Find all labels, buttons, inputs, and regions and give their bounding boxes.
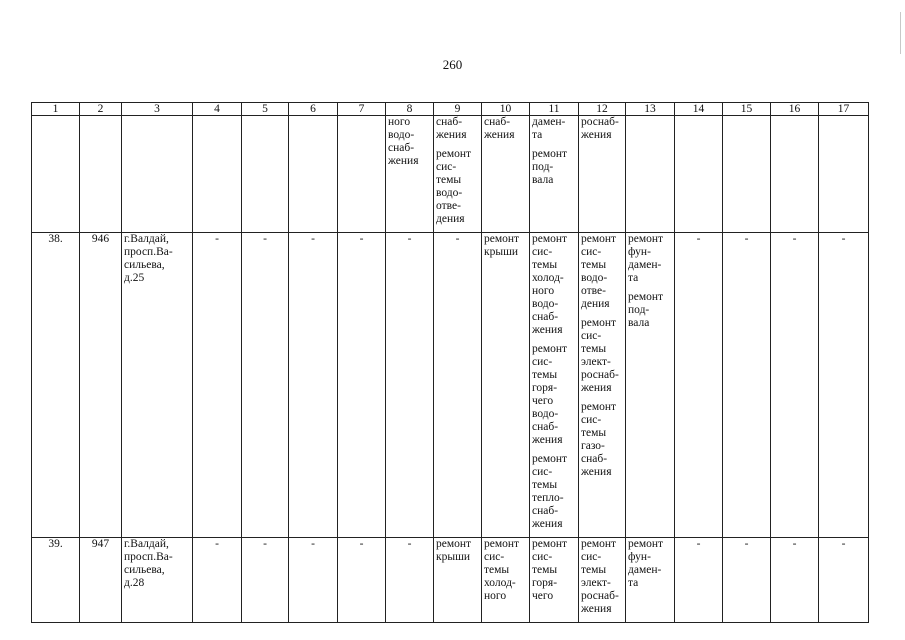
empty-value: - (386, 538, 434, 623)
empty-value: - (675, 233, 723, 538)
table-cell (338, 116, 386, 233)
table-cell (434, 538, 482, 623)
work-item: снаб- жения (484, 116, 515, 141)
column-header: 11 (530, 103, 579, 116)
empty-value: - (675, 538, 723, 623)
work-item: ремонт сис- темы газо- снаб- жения (581, 401, 617, 478)
empty-value: - (242, 538, 289, 623)
table-cell (482, 116, 530, 233)
column-header: 7 (338, 103, 386, 116)
empty-value: - (771, 233, 819, 538)
column-header: 1 (32, 103, 80, 116)
table-cell (819, 116, 869, 233)
column-header: 15 (723, 103, 771, 116)
work-item: ремонт сис- темы горя- чего водо- снаб- жения (532, 343, 568, 446)
work-item: ремонт сис- темы тепло- снаб- жения (532, 453, 568, 530)
table-cell (434, 116, 482, 233)
empty-value: - (289, 538, 338, 623)
table-cell (32, 116, 80, 233)
work-item: ремонт сис- темы водо- отве- дения (436, 148, 472, 225)
row-address (122, 538, 193, 623)
column-header: 13 (626, 103, 675, 116)
empty-value: - (242, 233, 289, 538)
column-header: 5 (242, 103, 289, 116)
column-header: 9 (434, 103, 482, 116)
column-header: 3 (122, 103, 193, 116)
empty-value: - (771, 538, 819, 623)
table-cell (193, 116, 242, 233)
empty-value: - (819, 233, 869, 538)
empty-value: - (193, 233, 242, 538)
work-item: ремонт сис- темы холод- ного водо- снаб- жения (532, 233, 568, 336)
table-cell (675, 116, 723, 233)
work-item: снаб- жения (436, 116, 467, 141)
table-cell (482, 233, 530, 538)
work-item: ремонт под- вала (532, 148, 568, 186)
row-address (122, 233, 193, 538)
work-item: ремонт крыши (436, 538, 472, 563)
table-cell (386, 116, 434, 233)
table-cell (530, 116, 579, 233)
work-item: роснаб- жения (581, 116, 619, 141)
scan-edge-mark (900, 12, 901, 54)
work-item: дамен- та (532, 116, 566, 141)
empty-value: - (434, 233, 482, 538)
empty-value: - (289, 233, 338, 538)
table-cell (530, 233, 579, 538)
table-cell (626, 233, 675, 538)
work-item: ремонт под- вала (628, 291, 664, 329)
table-cell (771, 116, 819, 233)
table-cell (626, 116, 675, 233)
table-cell (122, 116, 193, 233)
table-cell (579, 233, 626, 538)
address-text: г.Валдай, просп.Ва- сильева, д.28 (124, 538, 173, 589)
row-code: 946 (80, 233, 122, 538)
work-item: ного водо- снаб- жения (388, 116, 419, 167)
column-header: 2 (80, 103, 122, 116)
empty-value: - (819, 538, 869, 623)
table-cell (723, 116, 771, 233)
table-cell (579, 538, 626, 623)
column-header: 16 (771, 103, 819, 116)
page-number: 260 (442, 57, 463, 72)
work-item: ремонт крыши (484, 233, 520, 258)
column-header: 17 (819, 103, 869, 116)
work-item: ремонт сис- темы элект- роснаб- жения (581, 317, 619, 394)
column-header: 12 (579, 103, 626, 116)
empty-value: - (723, 233, 771, 538)
column-header: 6 (289, 103, 338, 116)
table-cell (626, 538, 675, 623)
column-header: 10 (482, 103, 530, 116)
table-cell (530, 538, 579, 623)
table-cell (579, 116, 626, 233)
works-table (31, 102, 869, 623)
column-header: 4 (193, 103, 242, 116)
table-cell (289, 116, 338, 233)
work-item: ремонт фун- дамен- та (628, 233, 664, 284)
table-row (32, 538, 869, 623)
empty-value: - (338, 538, 386, 623)
table-row (32, 233, 869, 538)
work-item: ремонт фун- дамен- та (628, 538, 664, 589)
empty-value: - (723, 538, 771, 623)
table-cell (242, 116, 289, 233)
column-number-row (32, 103, 869, 116)
table-cell (482, 538, 530, 623)
column-header: 14 (675, 103, 723, 116)
table-cell (80, 116, 122, 233)
empty-value: - (193, 538, 242, 623)
empty-value: - (386, 233, 434, 538)
row-index: 39. (32, 538, 80, 623)
continuation-row (32, 116, 869, 233)
row-index: 38. (32, 233, 80, 538)
work-item: ремонт сис- темы элект- роснаб- жения (581, 538, 619, 615)
address-text: г.Валдай, просп.Ва- сильева, д.25 (124, 233, 173, 284)
work-item: ремонт сис- темы водо- отве- дения (581, 233, 617, 310)
row-code: 947 (80, 538, 122, 623)
empty-value: - (338, 233, 386, 538)
work-item: ремонт сис- темы горя- чего (532, 538, 568, 602)
work-item: ремонт сис- темы холод- ного (484, 538, 520, 602)
column-header: 8 (386, 103, 434, 116)
